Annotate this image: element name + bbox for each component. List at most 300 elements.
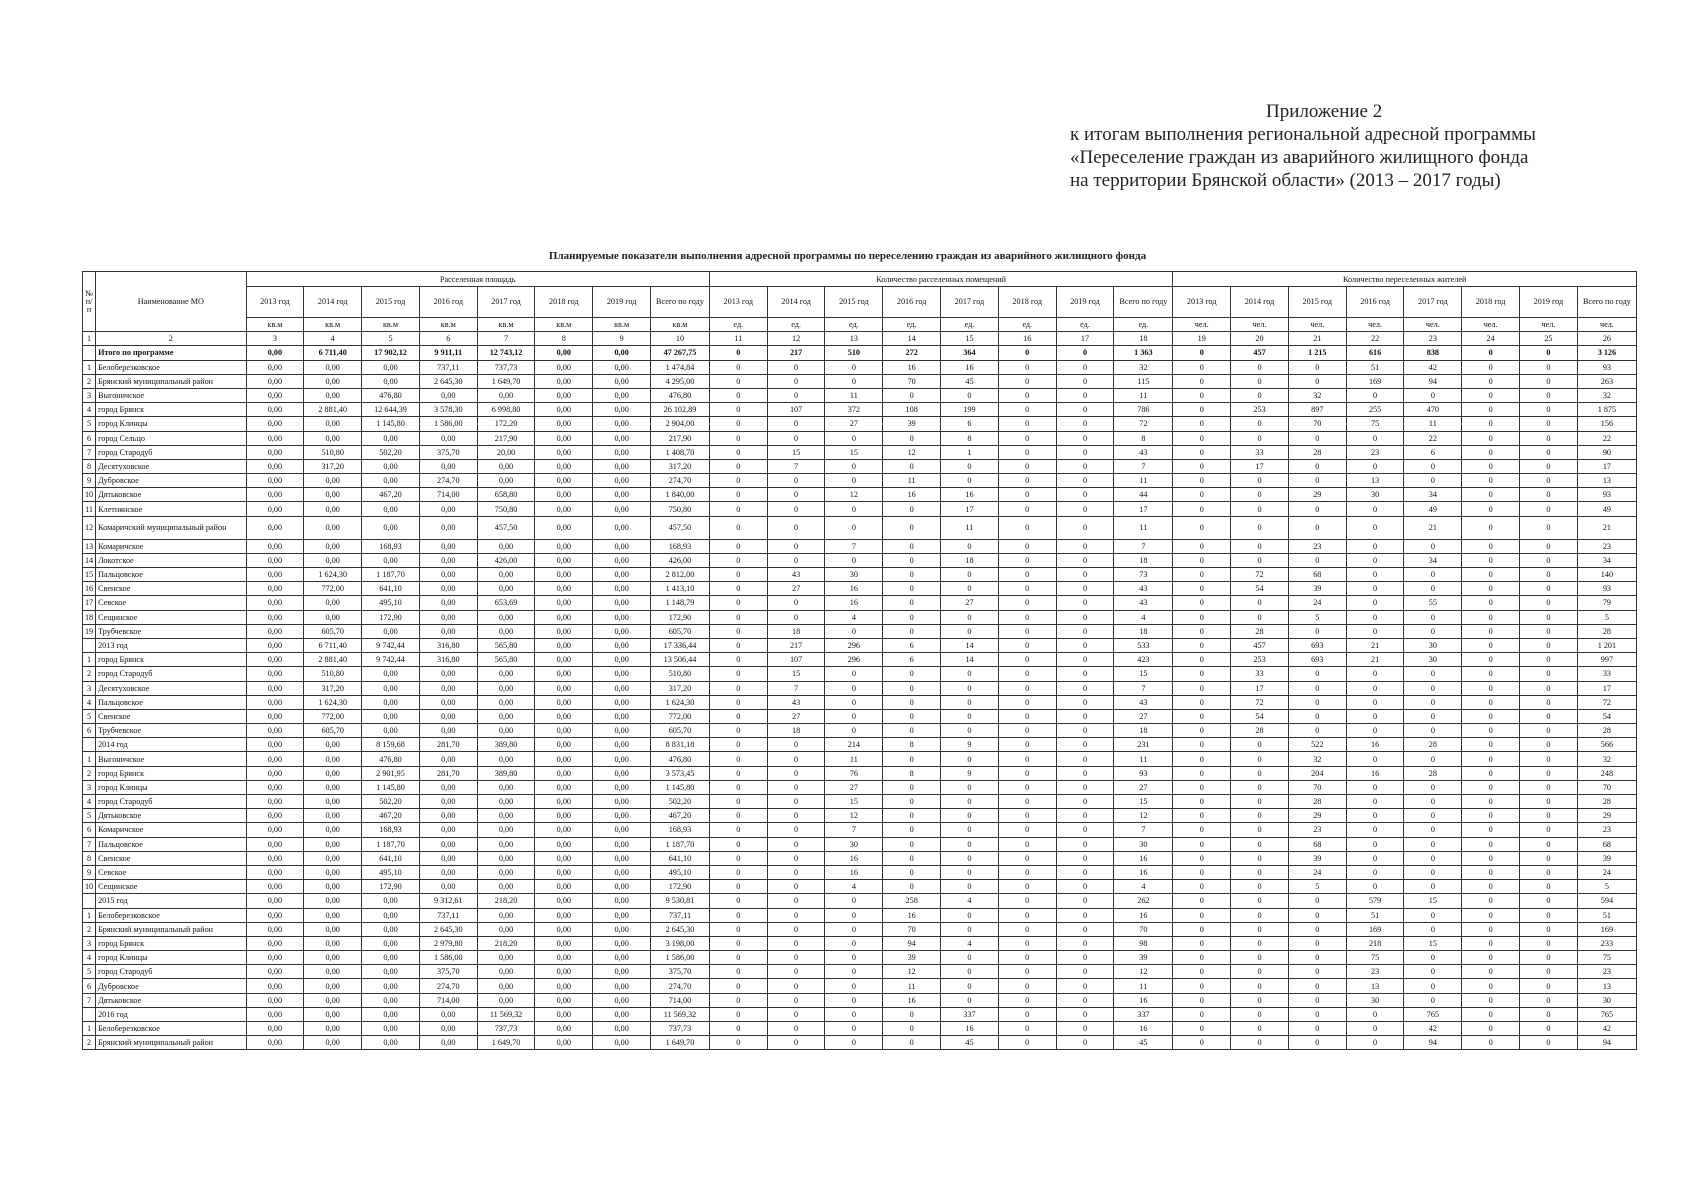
table-cell: 457,50	[651, 516, 710, 539]
table-cell: 28	[1288, 445, 1346, 459]
table-cell: 0	[1231, 993, 1289, 1007]
table-cell: 750,80	[477, 502, 535, 516]
table-cell: 0	[998, 1036, 1056, 1050]
municipality-name: Дятьковское	[96, 809, 246, 823]
table-cell: 0,00	[246, 445, 304, 459]
table-cell: 0,00	[477, 837, 535, 851]
table-cell: 0	[1231, 417, 1289, 431]
table-cell: 6 711,40	[304, 346, 362, 360]
table-cell: 0	[1288, 553, 1346, 567]
table-cell: 49	[1404, 502, 1462, 516]
table-cell: 0	[1231, 1036, 1289, 1050]
table-cell: 0,00	[362, 502, 420, 516]
row-number: 7	[83, 993, 96, 1007]
table-cell: 0	[998, 922, 1056, 936]
table-cell: 16	[1114, 851, 1173, 865]
table-cell: 0	[998, 695, 1056, 709]
table-cell: 0	[1173, 724, 1231, 738]
table-cell: 54	[1231, 709, 1289, 723]
row-number	[83, 346, 96, 360]
table-cell: 1 586,00	[419, 417, 477, 431]
table-cell: 0	[1231, 865, 1289, 879]
table-cell: 0,00	[419, 851, 477, 865]
table-cell: 68	[1288, 837, 1346, 851]
table-cell: 1 187,70	[651, 837, 710, 851]
table-cell: 168,93	[362, 823, 420, 837]
table-cell: 90	[1577, 445, 1636, 459]
table-cell: 0	[883, 539, 941, 553]
table-cell: 15	[825, 445, 883, 459]
table-cell: 0	[1462, 346, 1520, 360]
table-cell: 0	[1462, 431, 1520, 445]
table-cell: 0	[998, 993, 1056, 1007]
table-cell: 11	[883, 979, 941, 993]
table-row	[83, 795, 1637, 809]
table-cell: 0	[1520, 624, 1578, 638]
table-cell: 0,00	[477, 809, 535, 823]
table-cell: 897	[1288, 403, 1346, 417]
municipality-name: Пальцовское	[96, 695, 246, 709]
table-cell: 0	[1520, 388, 1578, 402]
table-cell: 0	[1462, 851, 1520, 865]
table-cell: 0	[883, 695, 941, 709]
table-cell: 0	[1173, 638, 1231, 652]
table-cell: 274,70	[651, 979, 710, 993]
table-cell: 0	[1462, 596, 1520, 610]
table-cell: 32	[1288, 388, 1346, 402]
table-cell: 0,00	[593, 374, 651, 388]
municipality-name: Брянский муниципальный район	[96, 374, 246, 388]
table-cell: 0	[998, 539, 1056, 553]
table-cell: 0	[998, 624, 1056, 638]
table-cell: 72	[1114, 417, 1173, 431]
indicators-table	[82, 271, 1637, 1050]
table-cell: 0	[998, 374, 1056, 388]
municipality-name: Свенское	[96, 851, 246, 865]
table-cell: 34	[1577, 553, 1636, 567]
row-number: 19	[83, 624, 96, 638]
table-cell: 11 569,32	[651, 1007, 710, 1021]
table-cell: 55	[1404, 596, 1462, 610]
table-cell: 0	[1346, 695, 1404, 709]
table-cell: 0	[709, 388, 767, 402]
table-cell: 0	[998, 488, 1056, 502]
column-number: 20	[1231, 332, 1289, 346]
appendix-header	[1070, 100, 1630, 192]
table-cell: 12	[825, 488, 883, 502]
table-cell: 9 742,44	[362, 653, 420, 667]
table-cell: 0,00	[246, 417, 304, 431]
table-cell: 0	[825, 724, 883, 738]
table-cell: 0,00	[535, 502, 593, 516]
table-cell: 0	[1520, 709, 1578, 723]
year-header: 2018 год	[535, 287, 593, 318]
table-row	[83, 516, 1637, 539]
table-cell: 0	[998, 724, 1056, 738]
table-cell: 30	[1114, 837, 1173, 851]
table-cell: 16	[1114, 908, 1173, 922]
table-cell: 33	[1231, 445, 1289, 459]
table-cell: 467,20	[651, 809, 710, 823]
municipality-name: Выгоничское	[96, 388, 246, 402]
column-number: 16	[998, 332, 1056, 346]
table-cell: 24	[1577, 865, 1636, 879]
table-cell: 73	[1114, 568, 1173, 582]
unit-header: чел.	[1288, 318, 1346, 332]
table-cell: 0	[1231, 516, 1289, 539]
table-cell: 2 979,80	[419, 936, 477, 950]
table-cell: 457	[1231, 346, 1289, 360]
table-cell: 0	[883, 709, 941, 723]
table-cell: 0	[1346, 809, 1404, 823]
table-cell: 172,20	[477, 417, 535, 431]
table-cell: 0,00	[593, 403, 651, 417]
table-cell: 17	[1114, 502, 1173, 516]
table-cell: 1 145,80	[651, 780, 710, 794]
table-cell: 0	[709, 346, 767, 360]
row-number	[83, 1007, 96, 1021]
table-cell: 28	[1288, 795, 1346, 809]
municipality-name: Дубровское	[96, 474, 246, 488]
table-cell: 0	[1346, 667, 1404, 681]
table-cell: 0	[767, 474, 825, 488]
table-row	[83, 667, 1637, 681]
table-cell: 0,00	[535, 459, 593, 473]
table-row	[83, 553, 1637, 567]
table-cell: 27	[1114, 780, 1173, 794]
table-cell: 0	[1056, 894, 1114, 908]
table-cell: 0	[825, 922, 883, 936]
table-cell: 0,00	[535, 610, 593, 624]
table-cell: 658,80	[477, 488, 535, 502]
table-cell: 0	[998, 653, 1056, 667]
column-number: 4	[304, 332, 362, 346]
table-cell: 0	[1056, 695, 1114, 709]
table-cell: 108	[883, 403, 941, 417]
row-number: 5	[83, 709, 96, 723]
table-cell: 0	[883, 1007, 941, 1021]
table-cell: 0	[1056, 1036, 1114, 1050]
table-cell: 0	[1404, 795, 1462, 809]
table-cell: 0	[767, 837, 825, 851]
table-title: Планируемые показатели выполнения адресной программы по переселению граждан из аварийного жилищного фонда	[548, 250, 1147, 262]
table-cell: 0,00	[477, 695, 535, 709]
table-cell: 0	[883, 553, 941, 567]
table-cell: 375,70	[419, 445, 477, 459]
table-cell: 0	[883, 610, 941, 624]
municipality-name: Сещинское	[96, 610, 246, 624]
table-cell: 0	[709, 667, 767, 681]
table-cell: 0	[767, 1036, 825, 1050]
table-cell: 32	[1577, 752, 1636, 766]
table-cell: 0	[1231, 474, 1289, 488]
table-cell: 0	[1056, 993, 1114, 1007]
table-cell: 0	[941, 539, 999, 553]
table-cell: 0	[825, 553, 883, 567]
row-number: 1	[83, 360, 96, 374]
row-number: 15	[83, 568, 96, 582]
table-cell: 0,00	[362, 516, 420, 539]
table-cell: 0	[1462, 474, 1520, 488]
table-cell: 0,00	[593, 417, 651, 431]
table-cell: 23	[1288, 539, 1346, 553]
table-cell: 0	[1462, 795, 1520, 809]
table-cell: 0,00	[535, 880, 593, 894]
row-number: 13	[83, 539, 96, 553]
table-cell: 0,00	[535, 653, 593, 667]
table-cell: 12	[1114, 965, 1173, 979]
table-row	[83, 1007, 1637, 1021]
municipality-name: Пальцовское	[96, 837, 246, 851]
unit-header: кв.м	[362, 318, 420, 332]
table-cell: 0	[998, 951, 1056, 965]
table-cell: 1 840,00	[651, 488, 710, 502]
column-number: 17	[1056, 332, 1114, 346]
table-cell: 0	[998, 417, 1056, 431]
table-cell: 0	[1173, 965, 1231, 979]
table-cell: 0	[1056, 1007, 1114, 1021]
table-cell: 0	[1346, 795, 1404, 809]
table-cell: 15	[767, 667, 825, 681]
table-cell: 0,00	[593, 502, 651, 516]
table-cell: 0	[1404, 851, 1462, 865]
table-cell: 0,00	[477, 459, 535, 473]
table-cell: 0,00	[535, 1036, 593, 1050]
table-cell: 495,10	[362, 865, 420, 879]
table-cell: 0,00	[246, 624, 304, 638]
table-cell: 5	[1577, 610, 1636, 624]
table-cell: 0	[941, 979, 999, 993]
table-row	[83, 724, 1637, 738]
row-number: 2	[83, 1036, 96, 1050]
table-cell: 0,00	[593, 667, 651, 681]
table-cell: 258	[883, 894, 941, 908]
table-cell: 0	[1462, 568, 1520, 582]
table-cell: 0	[1520, 894, 1578, 908]
table-cell: 0	[1288, 624, 1346, 638]
table-cell: 0	[1462, 388, 1520, 402]
table-cell: 0	[767, 951, 825, 965]
table-cell: 0,00	[535, 403, 593, 417]
table-cell: 0	[825, 709, 883, 723]
table-cell: 502,20	[362, 445, 420, 459]
table-cell: 0	[1404, 474, 1462, 488]
table-cell: 0,00	[419, 837, 477, 851]
table-cell: 13	[1346, 474, 1404, 488]
table-cell: 0	[1173, 374, 1231, 388]
table-cell: 0,00	[246, 780, 304, 794]
unit-header: ед.	[883, 318, 941, 332]
table-cell: 0	[709, 374, 767, 388]
table-cell: 0	[825, 965, 883, 979]
table-cell: 0	[1462, 965, 1520, 979]
table-cell: 42	[1577, 1022, 1636, 1036]
table-cell: 0	[883, 851, 941, 865]
row-number: 4	[83, 403, 96, 417]
table-cell: 0	[1173, 445, 1231, 459]
table-cell: 0	[767, 823, 825, 837]
table-cell: 0	[941, 695, 999, 709]
table-cell: 0,00	[246, 837, 304, 851]
table-cell: 0	[1056, 431, 1114, 445]
table-cell: 5	[1288, 610, 1346, 624]
table-cell: 0,00	[246, 474, 304, 488]
table-cell: 0	[1462, 894, 1520, 908]
table-cell: 8	[1114, 431, 1173, 445]
table-cell: 0,00	[593, 553, 651, 567]
table-cell: 11	[1114, 516, 1173, 539]
table-cell: 0	[767, 539, 825, 553]
table-row	[83, 851, 1637, 865]
table-cell: 9	[941, 738, 999, 752]
table-cell: 0	[998, 865, 1056, 879]
table-cell: 0	[1288, 374, 1346, 388]
table-cell: 4	[825, 880, 883, 894]
municipality-name: Выгоничское	[96, 752, 246, 766]
row-number: 3	[83, 780, 96, 794]
table-cell: 0,00	[304, 417, 362, 431]
table-cell: 0	[1173, 809, 1231, 823]
table-cell: 0	[1462, 502, 1520, 516]
column-number: 18	[1114, 332, 1173, 346]
table-cell: 11	[1114, 388, 1173, 402]
table-cell: 0,00	[535, 553, 593, 567]
table-cell: 0	[883, 724, 941, 738]
table-cell: 0,00	[362, 681, 420, 695]
municipality-name: город Брянск	[96, 403, 246, 417]
table-cell: 11	[883, 474, 941, 488]
table-cell: 765	[1404, 1007, 1462, 1021]
table-cell: 68	[1577, 837, 1636, 851]
municipality-name: Клетнянское	[96, 502, 246, 516]
table-cell: 0	[1173, 667, 1231, 681]
table-cell: 0	[709, 1036, 767, 1050]
table-cell: 0	[1462, 979, 1520, 993]
table-cell: 0	[825, 374, 883, 388]
table-cell: 0,00	[246, 638, 304, 652]
table-cell: 49	[1577, 502, 1636, 516]
table-cell: 168,93	[362, 539, 420, 553]
appendix-subtitle-line-3: на территории Брянской области» (2013 – 2017 годы)	[1070, 170, 1501, 191]
table-row	[83, 709, 1637, 723]
table-cell: 0	[1056, 596, 1114, 610]
table-cell: 0,00	[246, 965, 304, 979]
table-cell: 0	[1520, 374, 1578, 388]
table-cell: 0,00	[246, 346, 304, 360]
table-cell: 0	[1462, 724, 1520, 738]
table-cell: 263	[1577, 374, 1636, 388]
table-cell: 0	[709, 766, 767, 780]
table-cell: 14	[941, 653, 999, 667]
row-number: 16	[83, 582, 96, 596]
table-cell: 0	[1520, 403, 1578, 417]
table-cell: 0	[1231, 488, 1289, 502]
table-cell: 15	[1114, 667, 1173, 681]
table-cell: 0	[998, 936, 1056, 950]
table-cell: 0,00	[246, 1036, 304, 1050]
table-cell: 4	[941, 894, 999, 908]
table-cell: 0	[1404, 724, 1462, 738]
table-cell: 34	[1404, 488, 1462, 502]
table-cell: 0,00	[304, 851, 362, 865]
table-cell: 0	[883, 823, 941, 837]
table-cell: 0	[1231, 766, 1289, 780]
table-cell: 0	[1231, 610, 1289, 624]
table-cell: 33	[1231, 667, 1289, 681]
table-cell: 0	[883, 681, 941, 695]
table-cell: 0	[1288, 459, 1346, 473]
table-cell: 510,80	[651, 667, 710, 681]
table-cell: 0,00	[304, 1007, 362, 1021]
table-cell: 0	[1346, 553, 1404, 567]
table-cell: 0	[883, 582, 941, 596]
table-row	[83, 610, 1637, 624]
table-cell: 0	[1288, 681, 1346, 695]
table-cell: 0,00	[477, 624, 535, 638]
table-cell: 0	[1288, 951, 1346, 965]
table-cell: 0	[1173, 936, 1231, 950]
table-cell: 0	[1520, 780, 1578, 794]
table-cell: 1	[941, 445, 999, 459]
table-cell: 533	[1114, 638, 1173, 652]
table-cell: 21	[1577, 516, 1636, 539]
table-cell: 0	[1231, 752, 1289, 766]
table-cell: 8 831,18	[651, 738, 710, 752]
table-cell: 27	[767, 582, 825, 596]
table-cell: 0	[767, 388, 825, 402]
table-cell: 0,00	[593, 488, 651, 502]
table-cell: 0	[709, 431, 767, 445]
table-cell: 16	[883, 993, 941, 1007]
table-cell: 0	[767, 936, 825, 950]
table-cell: 0,00	[419, 823, 477, 837]
table-cell: 43	[1114, 695, 1173, 709]
table-cell: 0,00	[477, 388, 535, 402]
table-cell: 34	[1404, 553, 1462, 567]
table-cell: 0,00	[304, 431, 362, 445]
table-cell: 0	[1462, 638, 1520, 652]
table-cell: 0	[709, 403, 767, 417]
municipality-name: город Стародуб	[96, 965, 246, 979]
table-cell: 0,00	[304, 780, 362, 794]
row-number: 10	[83, 880, 96, 894]
table-row	[83, 752, 1637, 766]
table-cell: 0	[1056, 502, 1114, 516]
table-cell: 0,00	[246, 752, 304, 766]
table-cell: 0,00	[593, 809, 651, 823]
municipality-name: Белоберезковское	[96, 360, 246, 374]
table-cell: 0	[1520, 596, 1578, 610]
table-cell: 0	[998, 667, 1056, 681]
table-cell: 0	[1520, 1007, 1578, 1021]
table-cell: 0,00	[419, 695, 477, 709]
table-cell: 0	[941, 951, 999, 965]
table-cell: 0,00	[593, 431, 651, 445]
table-cell: 0	[825, 502, 883, 516]
table-cell: 0,00	[593, 610, 651, 624]
table-cell: 44	[1114, 488, 1173, 502]
table-cell: 426,00	[651, 553, 710, 567]
table-cell: 168,93	[651, 539, 710, 553]
table-cell: 0	[709, 894, 767, 908]
year-header: 2017 год	[1404, 287, 1462, 318]
table-cell: 0	[1231, 809, 1289, 823]
table-cell: 0,00	[304, 951, 362, 965]
table-cell: 0	[825, 681, 883, 695]
table-cell: 0	[767, 780, 825, 794]
table-cell: 0	[1231, 1007, 1289, 1021]
table-cell: 43	[1114, 596, 1173, 610]
